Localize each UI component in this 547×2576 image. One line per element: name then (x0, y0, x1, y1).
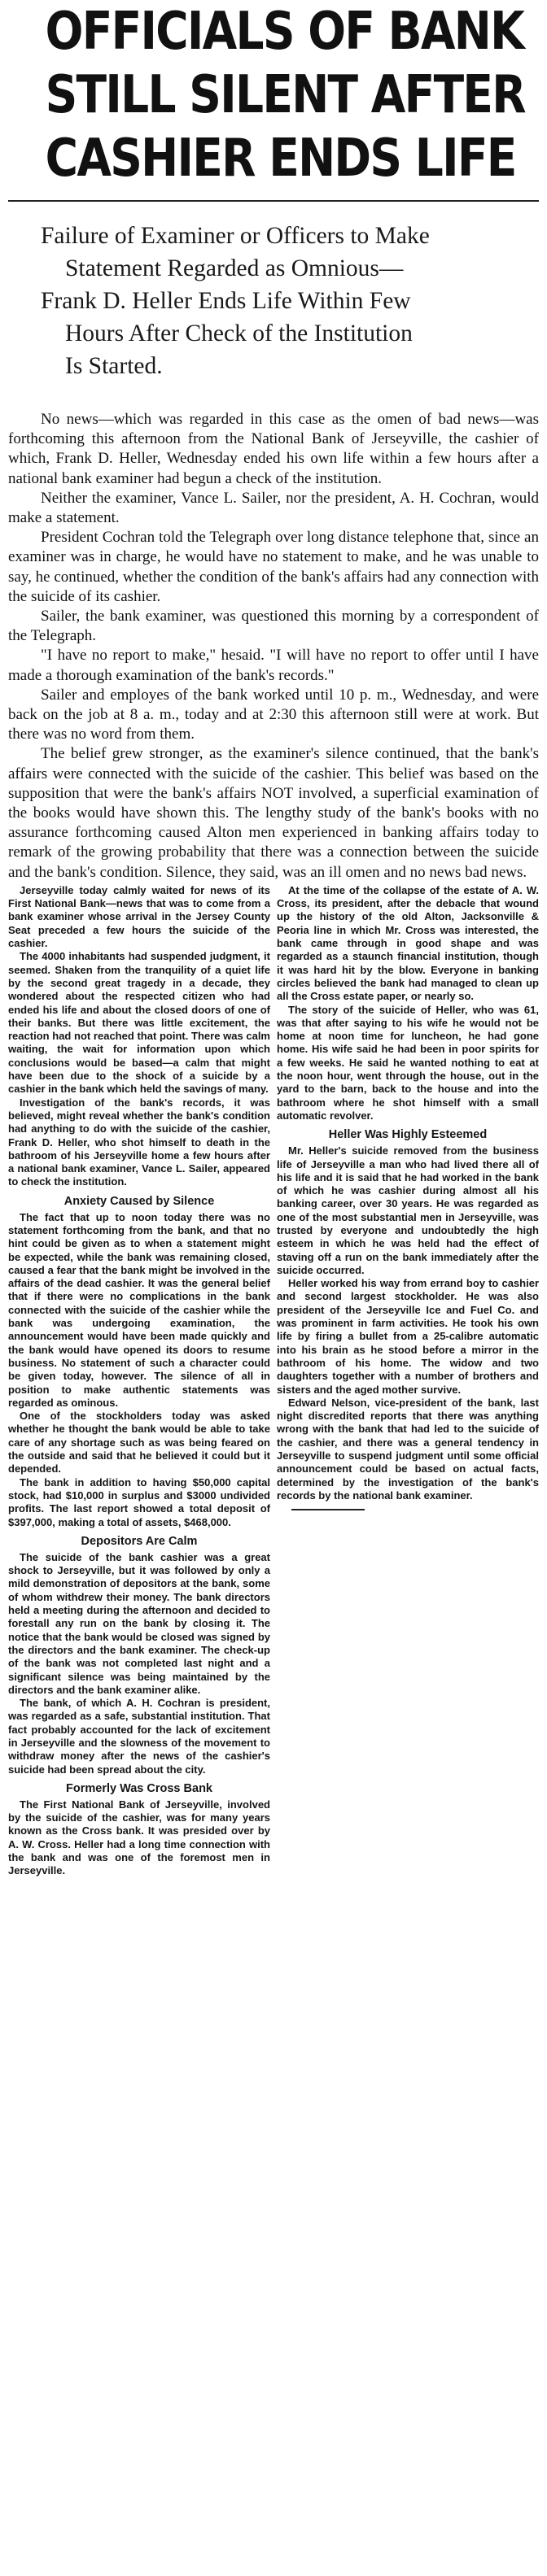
article-paragraph: The story of the suicide of Heller, who was 61, was that after saying to his wife he would not be home at noon time for luncheon, he had gone home. His wife said he had been in poor spirits for a few weeks. He said he wanted nothing to eat at the noon hour, went through the house, out in the yard to the barn, back to the house and into the bathroom where he shot himself with a small automatic revolver. (277, 1003, 539, 1122)
article-paragraph: One of the stockholders today was asked whether he thought the bank would be able to take care of any shortage such as was being feared on the outside and said that he believed it could but it depended. (8, 1410, 270, 1475)
subheading-anxiety: Anxiety Caused by Silence (63, 1194, 215, 1208)
lead-paragraph: Neither the examiner, Vance L. Sailer, nor the president, A. H. Cochran, would make a statement. (8, 489, 539, 527)
subheading-esteemed: Heller Was Highly Esteemed (328, 1128, 488, 1142)
lead-paragraph: The belief grew stronger, as the examiner's silence continued, that the bank's affairs were connected with the suicide of the cashier. This belief was based on the supposition that were the bank's affairs NOT involved, a superficial examination of the books would have shown this. The lengthy study of the bank's books with no assurance forthcoming caused Alton men experienced in banking affairs today to remark of the growing probability that there was a connection between the suicide and the bank's condition. Silence, they said, was an ill omen and no news bad news. (8, 745, 539, 881)
lead-paragraph: Sailer and employes of the bank worked until 10 p. m., Wednesday, and were back on the job at 8 a. m., today and at 2:30 this afternoon still were at work. But there was no word from them. (8, 686, 539, 743)
article-paragraph: Investigation of the bank's records, it was believed, might reveal whether the bank's condition had anything to do with the suicide of the cashier, Frank D. Heller, who shot himself to death in the bathroom of his Jerseyville home a few hours after a national bank examiner, Vance L. Sailer, appeared to check the institution. (8, 1096, 270, 1188)
deck-line: Failure of Examiner or Officers to Make (41, 223, 430, 249)
deck-line: Statement Regarded as Omnious— (65, 255, 404, 281)
subheading-cross-bank: Formerly Was Cross Bank (66, 1781, 212, 1795)
article-paragraph: The fact that up to noon today there was no statement forthcoming from the bank, and that no hint could be given as to when a statement might be expected, while the bank was remaining closed, caused a fear that the bank might be involved in the affairs of the dead cashier. It was the general belief that if there were no complications in the bank connected with the suicide of the cashier while the bank was undergoing examination, the announcement would have been made quickly and the bank would have opened its doors to resume business. No statement of such a character could be given today, however. The silence of all in position to make authentic statements was regarded as ominous. (8, 1210, 270, 1409)
deck-line: Is Started. (65, 353, 163, 379)
deck-line: Frank D. Heller Ends Life Within Few (41, 288, 411, 314)
article-paragraph: The suicide of the bank cashier was a great shock to Jerseyville, but it was followed by only a mild demonstration of depositors at the bank, some of whom withdrew their money. The bank directors held a meeting during the afternoon and decided to forestall any run on the bank by closing it. The notice that the bank would be closed was signed by the directors and the bank examiner. The check-up of the bank was not completed last night and a significant silence was being maintained by the directors and the bank examiner alike. (8, 1550, 270, 1696)
subheading-depositors: Depositors Are Calm (81, 1534, 198, 1548)
article-paragraph: The bank in addition to having $50,000 capital stock, had $10,000 in surplus and $3000 undivided profits. The last report showed a total deposit of $397,000, making a total of assets, $468,000. (8, 1475, 270, 1528)
body-columns (8, 884, 539, 1878)
right-column (277, 884, 539, 1878)
article-paragraph: Mr. Heller's suicide removed from the business life of Jerseyville a man who had lived there all of his life and it is said that he had worked in the bank of which he was cashier during almost all his banking career, over 30 years. He was regarded as one of the most substantial men in Jerseyville, was trusted by everyone and undoubtedly the high esteem in which he was held had the effect of staving off a run on the bank immediately after the suicide occurred. (277, 1144, 539, 1276)
left-column (8, 884, 270, 1878)
article-paragraph: The 4000 inhabitants had suspended judgment, it seemed. Shaken from the tranquility of a quiet life by the second great tragedy in a decade, they wondered about the respected citizen who had ended his life and about the closed doors of one of their banks. But there was little excitement, the reaction had not reached that point. There was calm waiting, the wait for information upon which conclusions would be based—a calm that might have been due to the shock of a suicide by a cashier in the bank which held the savings of many. (8, 950, 270, 1096)
article-paragraph: Jerseyville today calmly waited for news of its First National Bank—news that was to come from a bank examiner whose arrival in the Jersey County Seat preceded a few hours the suicide of the cashier. (8, 883, 270, 950)
deck-line: Hours After Check of the Institution (65, 320, 413, 347)
article-paragraph: The bank, of which A. H. Cochran is president, was regarded as a safe, substantial institution. That fact probably accounted for the lack of excitement in Jerseyville and the slowness of the movement to withdraw money after the news of the cashier's suicide had been spread about the city. (8, 1697, 270, 1776)
headline-line-3: CASHIER ENDS LIFE (45, 129, 516, 189)
next-article-rule (291, 1509, 365, 1522)
headline-rule (8, 200, 539, 202)
lead-paragraph: No news—which was regarded in this case as the omen of bad news—was forthcoming this afternoon from the National Bank of Jerseyville, the cashier of which, Frank D. Heller, Wednesday ended his own life within a few hours after a national bank examiner had begun a check of the institution. (8, 411, 539, 487)
lead-paragraph: President Cochran told the Telegraph over long distance telephone that, since an examiner was in charge, he would have no statement to make, and he was unable to say, he continued, whether the condition of the bank's affairs had any connection with the suicide of its cashier. (8, 529, 539, 605)
headline-line-2: STILL SILENT AFTER (45, 65, 525, 125)
article-paragraph: Heller worked his way from errand boy to cashier and second largest stockholder. He was also president of the Jerseyville Ice and Fuel Co. and was prominent in farm activities. He took his own life by firing a bullet from a 25-calibre automatic into his brain as he stood before a mirror in the bathroom of his home. The widow and two daughters together with a number of brothers and sisters and the aged mother survive. (277, 1277, 539, 1396)
lead-section (8, 410, 539, 883)
deck-subheadline (41, 220, 539, 382)
lead-paragraph: "I have no report to make," hesaid. "I will have no report to offer until I have made a thorough examination of the bank's records." (8, 647, 539, 684)
article-paragraph: The First National Bank of Jerseyville, involved by the suicide of the cashier, was for many years known as the Cross bank. It was presided over by A. W. Cross. Heller had a long time connection with the bank and was one of the foremost men in Jerseyville. (8, 1798, 270, 1877)
article-paragraph: At the time of the collapse of the estate of A. W. Cross, its president, after the debacle that wound up the history of the old Alton, Jacksonville & Peoria line in which Mr. Cross was interested, the bank came through in good shape and was regarded as a staunch financial institution, though it was hard hit by the blow. Everyone in banking circles believed the bank had managed to clean up all the Cross estate paper, or nearly so. (277, 883, 539, 1003)
headline-line-1: OFFICIALS OF BANK (45, 2, 524, 62)
article-paragraph: Edward Nelson, vice-president of the bank, last night discredited reports that there was anything wrong with the bank that had led to the suicide of the cashier, and there was a general tendency in Jerseyville to suspend judgment until some official announcement could be based on actual facts, determined by the investigation of the bank's records by the national bank examiner. (277, 1396, 539, 1502)
lead-paragraph: Sailer, the bank examiner, was questioned this morning by a correspondent of the Telegraph. (8, 608, 539, 645)
